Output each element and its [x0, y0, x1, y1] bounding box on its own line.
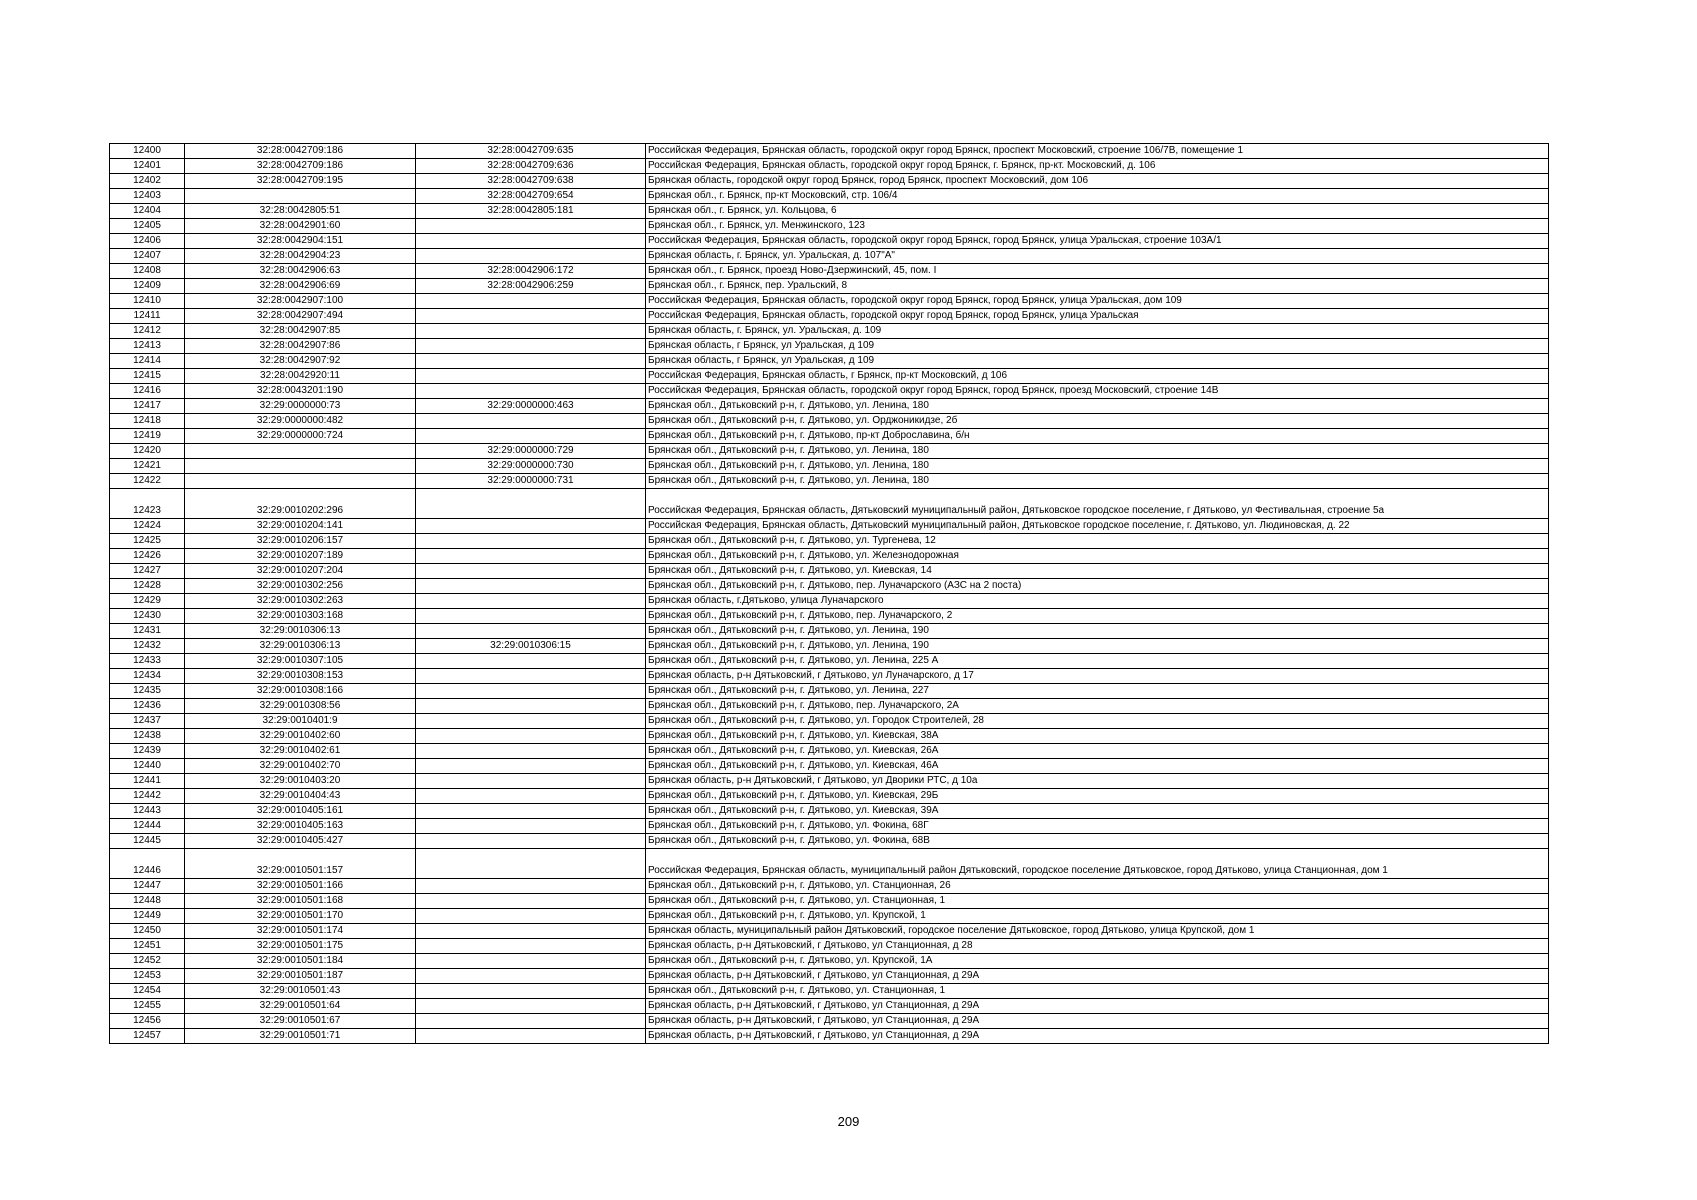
table-row — [110, 279, 1549, 294]
cadastral-number-cell: 32:28:0042907:100 — [185, 294, 416, 309]
address-cell: Брянская область, р-н Дятьковский, г Дятьково, ул Луначарского, д 17 — [646, 669, 1549, 684]
object-cadastral-number-cell — [416, 549, 646, 564]
object-cadastral-number-cell — [416, 819, 646, 834]
row-number-cell: 12442 — [110, 789, 185, 804]
table-row — [110, 819, 1549, 834]
object-cadastral-number-cell — [416, 894, 646, 909]
row-number-cell: 12419 — [110, 429, 185, 444]
row-number-cell: 12431 — [110, 624, 185, 639]
object-cadastral-number-cell: 32:28:0042709:636 — [416, 159, 646, 174]
row-number-cell: 12454 — [110, 984, 185, 999]
object-cadastral-number-cell — [416, 759, 646, 774]
cadastral-number-cell: 32:29:0010402:61 — [185, 744, 416, 759]
object-cadastral-number-cell: 32:28:0042906:259 — [416, 279, 646, 294]
row-number-cell: 12426 — [110, 549, 185, 564]
row-number-cell: 12447 — [110, 879, 185, 894]
object-cadastral-number-cell — [416, 699, 646, 714]
cadastral-number-cell: 32:28:0042907:86 — [185, 339, 416, 354]
table-row — [110, 639, 1549, 654]
object-cadastral-number-cell — [416, 909, 646, 924]
table-row — [110, 444, 1549, 459]
table-row — [110, 879, 1549, 894]
row-number-cell: 12403 — [110, 189, 185, 204]
cadastral-number-cell: 32:29:0010405:427 — [185, 834, 416, 849]
row-number-cell: 12451 — [110, 939, 185, 954]
row-number-cell: 12406 — [110, 234, 185, 249]
table-row — [110, 534, 1549, 549]
table-row — [110, 219, 1549, 234]
address-cell: Брянская область, р-н Дятьковский, г Дятьково, ул Станционная, д 29А — [646, 969, 1549, 984]
table-row — [110, 669, 1549, 684]
address-cell: Российская Федерация, Брянская область, г Брянск, пр-кт Московский, д 106 — [646, 369, 1549, 384]
table-row — [110, 249, 1549, 264]
row-number-cell: 12439 — [110, 744, 185, 759]
cadastral-number-cell: 32:29:0010207:204 — [185, 564, 416, 579]
cadastral-number-cell: 32:29:0010501:43 — [185, 984, 416, 999]
table-row — [110, 759, 1549, 774]
table-row — [110, 969, 1549, 984]
table-row — [110, 429, 1549, 444]
address-cell: Брянская область, г.Дятьково, улица Луначарского — [646, 594, 1549, 609]
table-row — [110, 564, 1549, 579]
row-number-cell: 12425 — [110, 534, 185, 549]
address-cell: Брянская обл., Дятьковский р-н, г. Дятьково, ул. Киевская, 26А — [646, 744, 1549, 759]
cadastral-number-cell: 32:28:0043201:190 — [185, 384, 416, 399]
row-number-cell: 12415 — [110, 369, 185, 384]
row-number-cell: 12407 — [110, 249, 185, 264]
table-row — [110, 489, 1549, 519]
object-cadastral-number-cell — [416, 309, 646, 324]
table-row — [110, 729, 1549, 744]
cadastral-number-cell: 32:29:0010306:13 — [185, 639, 416, 654]
table-row — [110, 159, 1549, 174]
cadastral-number-cell: 32:29:0000000:482 — [185, 414, 416, 429]
object-cadastral-number-cell — [416, 879, 646, 894]
object-cadastral-number-cell — [416, 384, 646, 399]
cadastral-number-cell: 32:29:0010501:67 — [185, 1014, 416, 1029]
cadastral-number-cell: 32:29:0010501:170 — [185, 909, 416, 924]
address-cell: Брянская обл., Дятьковский р-н, г. Дятьково, ул. Киевская, 38А — [646, 729, 1549, 744]
object-cadastral-number-cell: 32:29:0000000:463 — [416, 399, 646, 414]
cadastral-number-cell: 32:28:0042906:69 — [185, 279, 416, 294]
cadastral-number-cell: 32:29:0010306:13 — [185, 624, 416, 639]
address-cell: Брянская обл., Дятьковский р-н, г. Дятьково, ул. Железнодорожная — [646, 549, 1549, 564]
address-cell: Брянская обл., Дятьковский р-н, г. Дятьково, ул. Ленина, 190 — [646, 639, 1549, 654]
table-row — [110, 834, 1549, 849]
row-number-cell: 12455 — [110, 999, 185, 1014]
row-number-cell: 12422 — [110, 474, 185, 489]
table-row — [110, 774, 1549, 789]
address-cell: Брянская область, р-н Дятьковский, г Дятьково, ул Станционная, д 29А — [646, 1029, 1549, 1044]
row-number-cell: 12452 — [110, 954, 185, 969]
cadastral-number-cell: 32:29:0010501:168 — [185, 894, 416, 909]
table-row — [110, 204, 1549, 219]
address-cell: Брянская обл., Дятьковский р-н, г. Дятьково, ул. Станционная, 1 — [646, 894, 1549, 909]
cadastral-number-cell: 32:29:0010501:166 — [185, 879, 416, 894]
cadastral-number-cell: 32:29:0010202:296 — [185, 489, 416, 519]
address-cell: Российская Федерация, Брянская область, Дятьковский муниципальный район, Дятьковское городское поселение, г. Дятьково, ул. Людиновская, д. 22 — [646, 519, 1549, 534]
object-cadastral-number-cell — [416, 354, 646, 369]
object-cadastral-number-cell — [416, 714, 646, 729]
table-row — [110, 264, 1549, 279]
object-cadastral-number-cell: 32:28:0042709:638 — [416, 174, 646, 189]
cadastral-number-cell: 32:29:0010401:9 — [185, 714, 416, 729]
object-cadastral-number-cell — [416, 804, 646, 819]
object-cadastral-number-cell — [416, 1029, 646, 1044]
cadastral-number-cell: 32:29:0010204:141 — [185, 519, 416, 534]
cadastral-number-cell: 32:29:0010402:60 — [185, 729, 416, 744]
cadastral-number-cell: 32:28:0042709:186 — [185, 144, 416, 159]
cadastral-number-cell: 32:29:0000000:73 — [185, 399, 416, 414]
cadastral-number-cell: 32:29:0010501:71 — [185, 1029, 416, 1044]
table-row — [110, 1029, 1549, 1044]
object-cadastral-number-cell: 32:28:0042805:181 — [416, 204, 646, 219]
object-cadastral-number-cell — [416, 609, 646, 624]
cadastral-number-cell: 32:29:0010207:189 — [185, 549, 416, 564]
address-cell: Брянская область, муниципальный район Дятьковский, городское поселение Дятьковское, город Дятьково, улица Крупской, дом 1 — [646, 924, 1549, 939]
cadastral-number-cell: 32:28:0042907:92 — [185, 354, 416, 369]
object-cadastral-number-cell — [416, 849, 646, 879]
object-cadastral-number-cell: 32:29:0000000:730 — [416, 459, 646, 474]
address-cell: Брянская область, р-н Дятьковский, г Дятьково, ул Дворики РТС, д 10а — [646, 774, 1549, 789]
cadastral-number-cell: 32:28:0042907:494 — [185, 309, 416, 324]
address-cell: Брянская обл., Дятьковский р-н, г. Дятьково, ул. Орджоникидзе, 2б — [646, 414, 1549, 429]
table-row — [110, 789, 1549, 804]
table-row — [110, 339, 1549, 354]
row-number-cell: 12441 — [110, 774, 185, 789]
table-row — [110, 294, 1549, 309]
cadastral-number-cell — [185, 189, 416, 204]
object-cadastral-number-cell: 32:28:0042709:635 — [416, 144, 646, 159]
table-row — [110, 144, 1549, 159]
object-cadastral-number-cell — [416, 579, 646, 594]
address-cell: Брянская обл., Дятьковский р-н, г. Дятьково, ул. Станционная, 26 — [646, 879, 1549, 894]
object-cadastral-number-cell — [416, 954, 646, 969]
cadastral-number-cell — [185, 474, 416, 489]
cadastral-number-cell: 32:28:0042901:60 — [185, 219, 416, 234]
address-cell: Брянская область, г Брянск, ул Уральская, д 109 — [646, 339, 1549, 354]
address-cell: Брянская обл., Дятьковский р-н, г. Дятьково, ул. Фокина, 68Г — [646, 819, 1549, 834]
row-number-cell: 12402 — [110, 174, 185, 189]
object-cadastral-number-cell — [416, 594, 646, 609]
table-row — [110, 324, 1549, 339]
object-cadastral-number-cell — [416, 1014, 646, 1029]
address-cell: Брянская обл., Дятьковский р-н, г. Дятьково, ул. Фокина, 68В — [646, 834, 1549, 849]
address-cell: Российская Федерация, Брянская область, городской округ город Брянск, город Брянск, улица Уральская, дом 109 — [646, 294, 1549, 309]
row-number-cell: 12414 — [110, 354, 185, 369]
row-number-cell: 12413 — [110, 339, 185, 354]
table-row — [110, 189, 1549, 204]
cadastral-number-cell: 32:29:0010302:256 — [185, 579, 416, 594]
object-cadastral-number-cell — [416, 729, 646, 744]
cadastral-number-cell: 32:29:0010206:157 — [185, 534, 416, 549]
table-row — [110, 624, 1549, 639]
table-row — [110, 519, 1549, 534]
object-cadastral-number-cell: 32:28:0042709:654 — [416, 189, 646, 204]
row-number-cell: 12430 — [110, 609, 185, 624]
row-number-cell: 12427 — [110, 564, 185, 579]
row-number-cell: 12456 — [110, 1014, 185, 1029]
table-row — [110, 594, 1549, 609]
table-row — [110, 999, 1549, 1014]
address-cell: Брянская область, р-н Дятьковский, г Дятьково, ул Станционная, д 29А — [646, 1014, 1549, 1029]
table-row — [110, 894, 1549, 909]
address-cell: Брянская обл., г. Брянск, пр-кт Московский, стр. 106/4 — [646, 189, 1549, 204]
cadastral-number-cell: 32:29:0010405:161 — [185, 804, 416, 819]
row-number-cell: 12421 — [110, 459, 185, 474]
object-cadastral-number-cell — [416, 999, 646, 1014]
row-number-cell: 12409 — [110, 279, 185, 294]
row-number-cell: 12405 — [110, 219, 185, 234]
address-cell: Брянская область, р-н Дятьковский, г Дятьково, ул Станционная, д 29А — [646, 999, 1549, 1014]
object-cadastral-number-cell — [416, 249, 646, 264]
cadastral-number-cell: 32:29:0010501:187 — [185, 969, 416, 984]
registry-table — [109, 143, 1549, 1044]
address-cell: Брянская область, г Брянск, ул Уральская, д 109 — [646, 354, 1549, 369]
cadastral-number-cell: 32:28:0042904:23 — [185, 249, 416, 264]
table-row — [110, 609, 1549, 624]
row-number-cell: 12401 — [110, 159, 185, 174]
table-row — [110, 954, 1549, 969]
row-number-cell: 12400 — [110, 144, 185, 159]
row-number-cell: 12457 — [110, 1029, 185, 1044]
object-cadastral-number-cell — [416, 414, 646, 429]
table-row — [110, 939, 1549, 954]
table-row — [110, 174, 1549, 189]
address-cell: Брянская обл., Дятьковский р-н, г. Дятьково, ул. Киевская, 46А — [646, 759, 1549, 774]
row-number-cell: 12444 — [110, 819, 185, 834]
address-cell: Брянская обл., Дятьковский р-н, г. Дятьково, ул. Городок Строителей, 28 — [646, 714, 1549, 729]
object-cadastral-number-cell — [416, 339, 646, 354]
address-cell: Брянская обл., Дятьковский р-н, г. Дятьково, пер. Луначарского, 2 — [646, 609, 1549, 624]
object-cadastral-number-cell — [416, 369, 646, 384]
table-row — [110, 414, 1549, 429]
registry-table-body — [110, 144, 1549, 1044]
page-number: 209 — [837, 1114, 860, 1129]
cadastral-number-cell: 32:29:0010403:20 — [185, 774, 416, 789]
row-number-cell: 12420 — [110, 444, 185, 459]
address-cell: Брянская обл., Дятьковский р-н, г. Дятьково, ул. Станционная, 1 — [646, 984, 1549, 999]
address-cell: Российская Федерация, Брянская область, городской округ город Брянск, проспект Московский, строение 106/7В, помещение 1 — [646, 144, 1549, 159]
address-cell: Брянская обл., Дятьковский р-н, г. Дятьково, ул. Киевская, 14 — [646, 564, 1549, 579]
address-cell: Брянская обл., г. Брянск, проезд Ново-Дзержинский, 45, пом. I — [646, 264, 1549, 279]
cadastral-number-cell: 32:29:0000000:724 — [185, 429, 416, 444]
address-cell: Брянская обл., г. Брянск, пер. Уральский, 8 — [646, 279, 1549, 294]
cadastral-number-cell: 32:28:0042805:51 — [185, 204, 416, 219]
cadastral-number-cell: 32:28:0042906:63 — [185, 264, 416, 279]
object-cadastral-number-cell — [416, 984, 646, 999]
table-row — [110, 384, 1549, 399]
address-cell: Брянская обл., Дятьковский р-н, г. Дятьково, ул. Ленина, 227 — [646, 684, 1549, 699]
cadastral-number-cell: 32:28:0042709:195 — [185, 174, 416, 189]
address-cell: Брянская область, г. Брянск, ул. Уральская, д. 107"А" — [646, 249, 1549, 264]
cadastral-number-cell: 32:29:0010404:43 — [185, 789, 416, 804]
object-cadastral-number-cell — [416, 219, 646, 234]
object-cadastral-number-cell: 32:29:0010306:15 — [416, 639, 646, 654]
address-cell: Брянская обл., Дятьковский р-н, г. Дятьково, ул. Крупской, 1 — [646, 909, 1549, 924]
table-row — [110, 399, 1549, 414]
cadastral-number-cell — [185, 459, 416, 474]
cadastral-number-cell: 32:29:0010302:263 — [185, 594, 416, 609]
table-row — [110, 924, 1549, 939]
address-cell: Брянская обл., Дятьковский р-н, г. Дятьково, ул. Ленина, 180 — [646, 444, 1549, 459]
cadastral-number-cell: 32:28:0042904:151 — [185, 234, 416, 249]
table-row — [110, 474, 1549, 489]
object-cadastral-number-cell — [416, 564, 646, 579]
cadastral-number-cell: 32:28:0042709:186 — [185, 159, 416, 174]
row-number-cell: 12449 — [110, 909, 185, 924]
address-cell: Брянская обл., Дятьковский р-н, г. Дятьково, пр-кт Доброславина, б/н — [646, 429, 1549, 444]
object-cadastral-number-cell — [416, 744, 646, 759]
row-number-cell: 12416 — [110, 384, 185, 399]
table-row — [110, 744, 1549, 759]
cadastral-number-cell: 32:29:0010402:70 — [185, 759, 416, 774]
table-row — [110, 1014, 1549, 1029]
row-number-cell: 12450 — [110, 924, 185, 939]
object-cadastral-number-cell — [416, 684, 646, 699]
address-cell: Российская Федерация, Брянская область, городской округ город Брянск, город Брянск, улица Уральская, строение 103А/1 — [646, 234, 1549, 249]
row-number-cell: 12417 — [110, 399, 185, 414]
cadastral-number-cell: 32:28:0042907:85 — [185, 324, 416, 339]
cadastral-number-cell: 32:29:0010307:105 — [185, 654, 416, 669]
object-cadastral-number-cell: 32:29:0000000:729 — [416, 444, 646, 459]
row-number-cell: 12411 — [110, 309, 185, 324]
table-row — [110, 354, 1549, 369]
object-cadastral-number-cell — [416, 939, 646, 954]
table-row — [110, 549, 1549, 564]
row-number-cell: 12443 — [110, 804, 185, 819]
cadastral-number-cell: 32:29:0010501:184 — [185, 954, 416, 969]
cadastral-number-cell: 32:28:0042920:11 — [185, 369, 416, 384]
address-cell: Брянская область, р-н Дятьковский, г Дятьково, ул Станционная, д 28 — [646, 939, 1549, 954]
address-cell: Брянская обл., Дятьковский р-н, г. Дятьково, ул. Ленина, 180 — [646, 474, 1549, 489]
cadastral-number-cell: 32:29:0010308:166 — [185, 684, 416, 699]
table-row — [110, 849, 1549, 879]
object-cadastral-number-cell — [416, 924, 646, 939]
row-number-cell: 12440 — [110, 759, 185, 774]
row-number-cell: 12438 — [110, 729, 185, 744]
row-number-cell: 12434 — [110, 669, 185, 684]
address-cell: Российская Федерация, Брянская область, Дятьковский муниципальный район, Дятьковское городское поселение, г Дятьково, ул Фестивальная, строение 5а — [646, 489, 1549, 519]
address-cell: Брянская обл., Дятьковский р-н, г. Дятьково, ул. Ленина, 190 — [646, 624, 1549, 639]
object-cadastral-number-cell — [416, 789, 646, 804]
address-cell: Брянская область, городской округ город Брянск, город Брянск, проспект Московский, дом 106 — [646, 174, 1549, 189]
cadastral-number-cell: 32:29:0010501:64 — [185, 999, 416, 1014]
address-cell: Российская Федерация, Брянская область, городской округ город Брянск, город Брянск, проезд Московский, строение 14В — [646, 384, 1549, 399]
row-number-cell: 12435 — [110, 684, 185, 699]
object-cadastral-number-cell — [416, 624, 646, 639]
address-cell: Российская Федерация, Брянская область, городской округ город Брянск, г. Брянск, пр-кт. Московский, д. 106 — [646, 159, 1549, 174]
address-cell: Брянская обл., г. Брянск, ул. Кольцова, 6 — [646, 204, 1549, 219]
address-cell: Брянская обл., Дятьковский р-н, г. Дятьково, ул. Ленина, 180 — [646, 399, 1549, 414]
object-cadastral-number-cell — [416, 654, 646, 669]
object-cadastral-number-cell — [416, 774, 646, 789]
object-cadastral-number-cell — [416, 489, 646, 519]
table-row — [110, 309, 1549, 324]
address-cell: Брянская обл., Дятьковский р-н, г. Дятьково, ул. Ленина, 225 А — [646, 654, 1549, 669]
row-number-cell: 12410 — [110, 294, 185, 309]
row-number-cell: 12424 — [110, 519, 185, 534]
table-row — [110, 579, 1549, 594]
cadastral-number-cell — [185, 444, 416, 459]
object-cadastral-number-cell — [416, 429, 646, 444]
cadastral-number-cell: 32:29:0010308:153 — [185, 669, 416, 684]
row-number-cell: 12445 — [110, 834, 185, 849]
address-cell: Брянская обл., Дятьковский р-н, г. Дятьково, ул. Киевская, 29Б — [646, 789, 1549, 804]
address-cell: Российская Федерация, Брянская область, муниципальный район Дятьковский, городское поселение Дятьковское, город Дятьково, улица Станционная, дом 1 — [646, 849, 1549, 879]
row-number-cell: 12436 — [110, 699, 185, 714]
table-row — [110, 984, 1549, 999]
object-cadastral-number-cell — [416, 519, 646, 534]
table-row — [110, 699, 1549, 714]
row-number-cell: 12437 — [110, 714, 185, 729]
address-cell: Брянская обл., Дятьковский р-н, г. Дятьково, пер. Луначарского (АЗС на 2 поста) — [646, 579, 1549, 594]
cadastral-number-cell: 32:29:0010501:175 — [185, 939, 416, 954]
row-number-cell: 12429 — [110, 594, 185, 609]
object-cadastral-number-cell — [416, 969, 646, 984]
object-cadastral-number-cell — [416, 834, 646, 849]
row-number-cell: 12408 — [110, 264, 185, 279]
address-cell: Брянская обл., Дятьковский р-н, г. Дятьково, ул. Тургенева, 12 — [646, 534, 1549, 549]
address-cell: Российская Федерация, Брянская область, городской округ город Брянск, город Брянск, улица Уральская — [646, 309, 1549, 324]
cadastral-number-cell: 32:29:0010501:157 — [185, 849, 416, 879]
table-row — [110, 684, 1549, 699]
table-row — [110, 369, 1549, 384]
object-cadastral-number-cell: 32:28:0042906:172 — [416, 264, 646, 279]
address-cell: Брянская обл., Дятьковский р-н, г. Дятьково, ул. Крупской, 1А — [646, 954, 1549, 969]
address-cell: Брянская обл., Дятьковский р-н, г. Дятьково, ул. Киевская, 39А — [646, 804, 1549, 819]
address-cell: Брянская обл., г. Брянск, ул. Менжинского, 123 — [646, 219, 1549, 234]
object-cadastral-number-cell: 32:29:0000000:731 — [416, 474, 646, 489]
table-row — [110, 459, 1549, 474]
table-row — [110, 804, 1549, 819]
table-row — [110, 234, 1549, 249]
row-number-cell: 12453 — [110, 969, 185, 984]
row-number-cell: 12404 — [110, 204, 185, 219]
row-number-cell: 12428 — [110, 579, 185, 594]
table-row — [110, 909, 1549, 924]
object-cadastral-number-cell — [416, 669, 646, 684]
row-number-cell: 12446 — [110, 849, 185, 879]
cadastral-number-cell: 32:29:0010405:163 — [185, 819, 416, 834]
object-cadastral-number-cell — [416, 534, 646, 549]
row-number-cell: 12412 — [110, 324, 185, 339]
object-cadastral-number-cell — [416, 324, 646, 339]
address-cell: Брянская обл., Дятьковский р-н, г. Дятьково, пер. Луначарского, 2А — [646, 699, 1549, 714]
row-number-cell: 12418 — [110, 414, 185, 429]
table-row — [110, 714, 1549, 729]
table-row — [110, 654, 1549, 669]
row-number-cell: 12433 — [110, 654, 185, 669]
object-cadastral-number-cell — [416, 294, 646, 309]
row-number-cell: 12423 — [110, 489, 185, 519]
address-cell: Брянская область, г. Брянск, ул. Уральская, д. 109 — [646, 324, 1549, 339]
row-number-cell: 12432 — [110, 639, 185, 654]
cadastral-number-cell: 32:29:0010308:56 — [185, 699, 416, 714]
address-cell: Брянская обл., Дятьковский р-н, г. Дятьково, ул. Ленина, 180 — [646, 459, 1549, 474]
cadastral-number-cell: 32:29:0010501:174 — [185, 924, 416, 939]
row-number-cell: 12448 — [110, 894, 185, 909]
object-cadastral-number-cell — [416, 234, 646, 249]
cadastral-number-cell: 32:29:0010303:168 — [185, 609, 416, 624]
